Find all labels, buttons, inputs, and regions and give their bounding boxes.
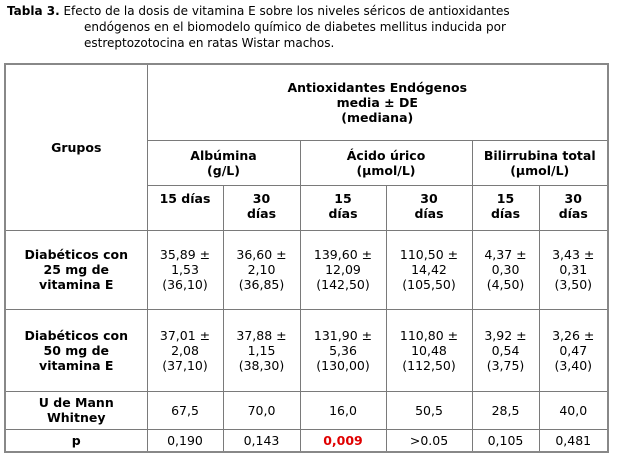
caption-line-1: Efecto de la dosis de vitamina E sobre los niveles séricos de antioxidantes	[63, 4, 510, 18]
table-cell: 37,01 ± 2,08 (37,10)	[147, 309, 223, 391]
table-cell: 50,5	[386, 391, 472, 429]
table-cell: 16,0	[300, 391, 386, 429]
col-group-bilirubin: Bilirrubina total (µmol/L)	[472, 140, 608, 185]
caption-line-2: endógenos en el biomodelo químico de diabetes mellitus inducida por	[84, 20, 506, 34]
table-cell: 0,190	[147, 429, 223, 452]
sub-header: 15 días	[147, 185, 223, 230]
row-label: U de Mann Whitney	[5, 391, 147, 429]
table-cell: 28,5	[472, 391, 539, 429]
table-cell: 3,26 ± 0,47 (3,40)	[539, 309, 608, 391]
table-cell: 110,80 ± 10,48 (112,50)	[386, 309, 472, 391]
table-cell: 3,43 ± 0,31 (3,50)	[539, 230, 608, 309]
table-cell: 70,0	[223, 391, 300, 429]
row-label: Diabéticos con 25 mg de vitamina E	[5, 230, 147, 309]
antioxidants-table	[4, 63, 609, 453]
sub-header: 30 días	[386, 185, 472, 230]
table-cell: 37,88 ± 1,15 (38,30)	[223, 309, 300, 391]
table-caption	[7, 3, 607, 51]
row-label: Diabéticos con 50 mg de vitamina E	[5, 309, 147, 391]
table-cell: 67,5	[147, 391, 223, 429]
table-row	[5, 429, 608, 452]
sub-header: 30 días	[539, 185, 608, 230]
sub-header: 30 días	[223, 185, 300, 230]
sub-header: 15 días	[300, 185, 386, 230]
table-cell: 0,481	[539, 429, 608, 452]
table-cell: >0.05	[386, 429, 472, 452]
table-cell: 131,90 ± 5,36 (130,00)	[300, 309, 386, 391]
table-cell: 0,105	[472, 429, 539, 452]
table-row	[5, 309, 608, 391]
table-cell: 4,37 ± 0,30 (4,50)	[472, 230, 539, 309]
caption-line-3: estreptozotocina en ratas Wistar machos.	[84, 36, 335, 50]
groups-header: Grupos	[5, 64, 147, 230]
caption-label: Tabla 3.	[7, 4, 60, 18]
significant-p-value: 0,009	[300, 429, 386, 452]
table-cell: 110,50 ± 14,42 (105,50)	[386, 230, 472, 309]
sub-header: 15 días	[472, 185, 539, 230]
table-cell: 0,143	[223, 429, 300, 452]
super-header: Antioxidantes Endógenos media ± DE (mediana)	[147, 64, 608, 140]
table-cell: 3,92 ± 0,54 (3,75)	[472, 309, 539, 391]
table-cell: 40,0	[539, 391, 608, 429]
table-row	[5, 391, 608, 429]
table-cell: 139,60 ± 12,09 (142,50)	[300, 230, 386, 309]
table-cell: 36,60 ± 2,10 (36,85)	[223, 230, 300, 309]
col-group-albumin: Albúmina (g/L)	[147, 140, 300, 185]
table-row	[5, 230, 608, 309]
table-cell: 35,89 ± 1,53 (36,10)	[147, 230, 223, 309]
row-label: p	[5, 429, 147, 452]
col-group-uric-acid: Ácido úrico (µmol/L)	[300, 140, 472, 185]
